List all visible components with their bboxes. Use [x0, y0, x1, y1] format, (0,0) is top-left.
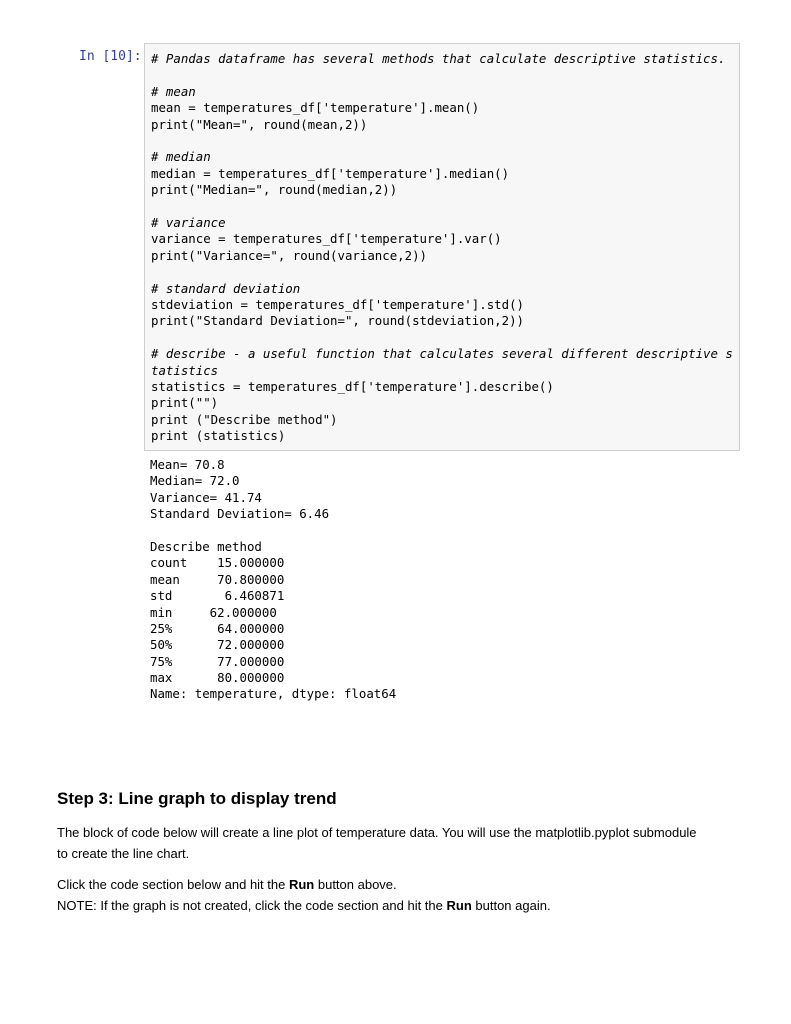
- output-line: Median= 72.0: [150, 473, 240, 489]
- code-line: print("Mean=", round(mean,2)): [151, 116, 368, 132]
- output-line: Name: temperature, dtype: float64: [150, 686, 397, 702]
- run-keyword: Run: [446, 898, 472, 913]
- code-line: median = temperatures_df['temperature'].median(): [151, 165, 510, 181]
- text-line: [57, 895, 757, 916]
- code-line: print ("Describe method"): [151, 411, 338, 427]
- step3-heading: Step 3: Line graph to display trend: [57, 789, 337, 808]
- step3-description: [57, 822, 757, 864]
- cell-output: [150, 457, 396, 703]
- output-row: min 62.000000: [150, 604, 277, 620]
- code-comment: # Pandas dataframe has several methods that calculate descriptive statistics.: [151, 51, 726, 66]
- text-fragment: NOTE: If the graph is not created, click the code section and hit the: [57, 898, 447, 913]
- code-comment: # mean: [151, 83, 196, 99]
- text-fragment: Click the code section below and hit the: [57, 877, 289, 892]
- output-line: Mean= 70.8: [150, 457, 225, 472]
- output-line: Variance= 41.74: [150, 489, 262, 505]
- output-row: 75% 77.000000: [150, 653, 285, 669]
- output-row: max 80.000000: [150, 670, 285, 686]
- output-row: std 6.460871: [150, 588, 285, 604]
- step3-instructions: [57, 874, 757, 916]
- text-fragment: button above.: [314, 877, 397, 892]
- code-line: stdeviation = temperatures_df['temperature'].std(): [151, 297, 524, 313]
- code-line: print("Variance=", round(variance,2)): [151, 247, 428, 263]
- text-line: [57, 874, 757, 895]
- code-editor[interactable]: [151, 51, 739, 445]
- run-keyword: Run: [288, 877, 315, 892]
- code-line: mean = temperatures_df['temperature'].mean(): [151, 100, 480, 116]
- code-line: statistics = temperatures_df['temperature'].describe(): [151, 379, 554, 395]
- code-line: print("Standard Deviation=", round(stdeviation,2)): [151, 313, 524, 329]
- output-line: Standard Deviation= 6.46: [150, 506, 330, 522]
- code-comment: # variance: [151, 215, 226, 231]
- code-line: print (statistics): [151, 428, 286, 444]
- code-comment: # standard deviation: [151, 280, 301, 296]
- code-comment: # median: [151, 149, 211, 165]
- code-comment: # describe - a useful function that calculates several different descriptive s: [151, 346, 733, 362]
- code-line: print("Median=", round(median,2)): [151, 182, 398, 198]
- output-line: Describe method: [150, 538, 262, 554]
- output-row: 25% 64.000000: [150, 620, 285, 636]
- text-fragment: button again.: [471, 898, 551, 913]
- code-line: variance = temperatures_df['temperature'].var(): [151, 231, 502, 247]
- code-line: print(""): [151, 395, 219, 411]
- code-cell-input[interactable]: [144, 43, 740, 451]
- text-line: to create the line chart.: [57, 846, 190, 861]
- output-row: mean 70.800000: [150, 571, 285, 587]
- cell-prompt: In [10]:: [79, 49, 142, 64]
- text-line: The block of code below will create a line plot of temperature data. You will use the matplotlib.pyplot submodule: [57, 825, 697, 840]
- code-comment: tatistics: [151, 362, 219, 378]
- output-row: count 15.000000: [150, 555, 285, 571]
- output-row: 50% 72.000000: [150, 637, 285, 653]
